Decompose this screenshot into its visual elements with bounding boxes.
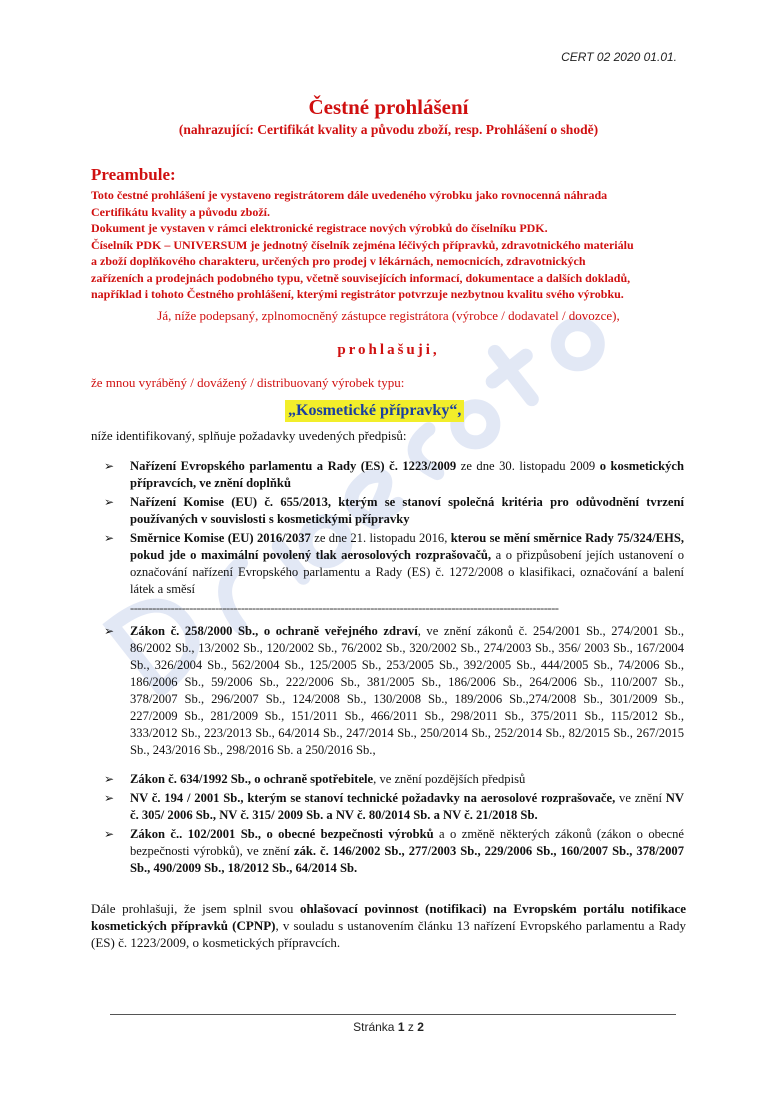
intro-statement: Já, níže podepsaný, zplnomocněný zástupce registrátora (výrobce / dodavatel / dovozce), (157, 308, 620, 323)
preamble-line: Číselník PDK – UNIVERSUM je jednotný číselník zejména léčivých přípravků, zdravotnického materiálu (91, 237, 634, 252)
regulation-bold: NV č. 194 / 2001 Sb., kterým se stanoví technické požadavky na aerosolové rozprašovače, (130, 791, 616, 805)
regulation-text: , ve znění pozdějších předpisů (373, 772, 526, 786)
closing-bold: ohlašovací povinnost (notifikaci) na Evropském portálu notifikace kosmetických přípravků (CPNP) (91, 901, 686, 933)
regulation-item (104, 790, 684, 824)
preamble-line: například i tohoto Čestného prohlášení, kterými registrátor potvrzuje nezbytnou kvalitu svého výrobku. (91, 287, 624, 301)
regulation-text: a o přizpůsobení jejích ustanovení o označování nařízení Evropského parlamentu a Rady (ES) č. 1272/2008 o klasifikaci, označování a balení látek a směsí (130, 548, 684, 596)
requirements-intro: níže identifikovaný, splňuje požadavky uvedených předpisů: (91, 428, 407, 443)
regulation-bold: Nařízení Komise (EU) č. 655/2013, kterým se stanoví společná kritéria pro odůvodnění tvrzení používaných v souvislosti s kosmetickými přípravky (130, 495, 684, 526)
preamble-line: a zboží doplňkového charakteru, určených pro prodej v lékárnách, nemocnicích, zdravotnických (91, 254, 586, 268)
document-id: CERT 02 2020 01.01. (561, 50, 677, 64)
regulation-bold: Zákon č. 634/1992 Sb., o ochraně spotřebitele (130, 772, 374, 786)
regulation-bold: o kosmetických přípravcích, ve znění doplňků (130, 459, 685, 490)
arrowhead-bullet-icon: ➢ (104, 459, 115, 473)
page-footer (0, 1020, 777, 1034)
arrowhead-bullet-icon: ➢ (104, 495, 115, 509)
regulation-text: ze dne 30. listopadu 2009 (456, 459, 600, 473)
footer-separator: z (407, 1020, 414, 1034)
regulation-item (104, 458, 684, 492)
footer-label: Stránka (353, 1020, 395, 1034)
preamble-line: zařízeních a prodejnách podobného typu, včetně souvisejících informací, dokumentace a dalších dokladů, (91, 270, 631, 285)
declaration-heading: prohlašuji, (337, 342, 440, 358)
document-title: Čestné prohlášení (308, 95, 469, 119)
product-type-highlight: „Kosmetické přípravky“, (285, 400, 464, 422)
regulation-item (104, 494, 684, 528)
closing-text: , v souladu s ustanovením článku 13 nařízení Evropského parlamentu a Rady (ES) č. 1223/2009, o kosmetických přípravcích. (91, 918, 687, 950)
preamble-line: Toto čestné prohlášení je vystaveno registrátorem dále uvedeného výrobku jako rovnocenná náhrada (91, 188, 608, 202)
preamble-text (91, 187, 691, 303)
preamble-line: Certifikátu kvality a původu zboží. (91, 204, 271, 219)
closing-paragraph (91, 900, 686, 951)
document-subtitle: (nahrazující: Certifikát kvality a původu zboží, resp. Prohlášení o shodě) (178, 122, 599, 137)
separator-dashes: -------------------------------------------------------------------------------------------------------------------- (130, 601, 559, 615)
regulation-bold: NV č. 305/ 2006 Sb., NV č. 315/ 2009 Sb. a NV č. 80/2014 Sb. a NV č. 21/2018 Sb. (130, 791, 684, 822)
preamble-line: Dokument je vystaven v rámci elektronické registrace nových výrobků do číselníku PDK. (91, 221, 548, 235)
regulation-bold: Směrnice Komise (EU) 2016/2037 (130, 531, 311, 545)
regulation-bold: Zákon č.. 102/2001 Sb., o obecné bezpečnosti výrobků (130, 827, 434, 841)
regulation-item (104, 826, 684, 877)
arrowhead-bullet-icon: ➢ (104, 827, 115, 841)
arrowhead-bullet-icon: ➢ (104, 791, 115, 805)
regulation-bold: zák. č. 146/2002 Sb., 277/2003 Sb., 229/2006 Sb., 160/2007 Sb., 378/2007 Sb., 490/2009 Sb., 18/2012 Sb., 64/2014 Sb. (130, 844, 685, 875)
regulation-text: ve znění (615, 791, 666, 805)
closing-text: Dále prohlašuji, že jsem splnil svou (91, 901, 300, 916)
arrowhead-bullet-icon: ➢ (104, 772, 115, 786)
regulation-bold: Nařízení Evropského parlamentu a Rady (ES) č. 1223/2009 (130, 459, 457, 473)
regulation-bold: Zákon č. 258/2000 Sb., o ochraně veřejného zdraví (130, 624, 418, 638)
preamble-heading: Preambule: (91, 165, 176, 184)
regulation-text: , ve znění zákonů č. 254/2001 Sb., 274/2001 Sb., 86/2002 Sb., 13/2002 Sb., 120/2002 Sb., 76/2002 Sb., 320/2002 Sb., 274/2003 Sb., 356/ 2003 Sb., 167/2004 Sb., 326/2004 Sb., 562/2004 Sb., 125/2005 Sb., 253/2005 Sb., 392/2005 Sb., 444/2005 Sb., 74/2006 Sb., 186/2006 Sb., 59/2006 Sb., 222/2006 Sb., 381/2005 Sb., 186/2006 Sb., 264/2006 Sb., 110/2007 Sb., 378/2007 Sb., 296/2007 Sb., 124/2008 Sb., 130/2008 Sb., 189/2006 Sb.,274/2008 Sb., 301/2009 Sb., 227/2009 Sb., 281/2009 Sb., 151/2011 Sb., 466/2011 Sb., 298/2011 Sb., 375/2011 Sb., 115/2012 Sb., 333/2012 Sb., 223/2013 Sb., 64/2014 Sb., 247/2014 Sb., 250/2014 Sb., 252/2014 Sb., 82/2015 Sb., 267/2015 Sb., 243/2016 Sb., 298/2016 Sb. a 250/2016 Sb., (130, 624, 685, 757)
regulation-item (104, 771, 684, 788)
arrowhead-bullet-icon: ➢ (104, 531, 115, 545)
regulation-text: a o změně některých zákonů (zákon o obecné bezpečnosti výrobků), ve znění (130, 827, 684, 858)
regulation-item (104, 530, 684, 598)
arrowhead-bullet-icon: ➢ (104, 624, 115, 638)
regulation-item (104, 623, 684, 759)
footer-page-number: 1 (397, 1020, 405, 1034)
footer-divider (110, 1014, 676, 1015)
regulation-bold: kterou se mění směrnice Rady 75/324/EHS, pokud jde o maximální povolený tlak aerosolových rozprašovačů, (130, 531, 684, 562)
regulation-list (104, 458, 684, 879)
regulation-text: ze dne 21. listopadu 2016, (310, 531, 451, 545)
footer-page-total: 2 (417, 1020, 424, 1034)
product-type-line: že mnou vyráběný / dovážený / distribuovaný výrobek typu: (91, 375, 405, 390)
